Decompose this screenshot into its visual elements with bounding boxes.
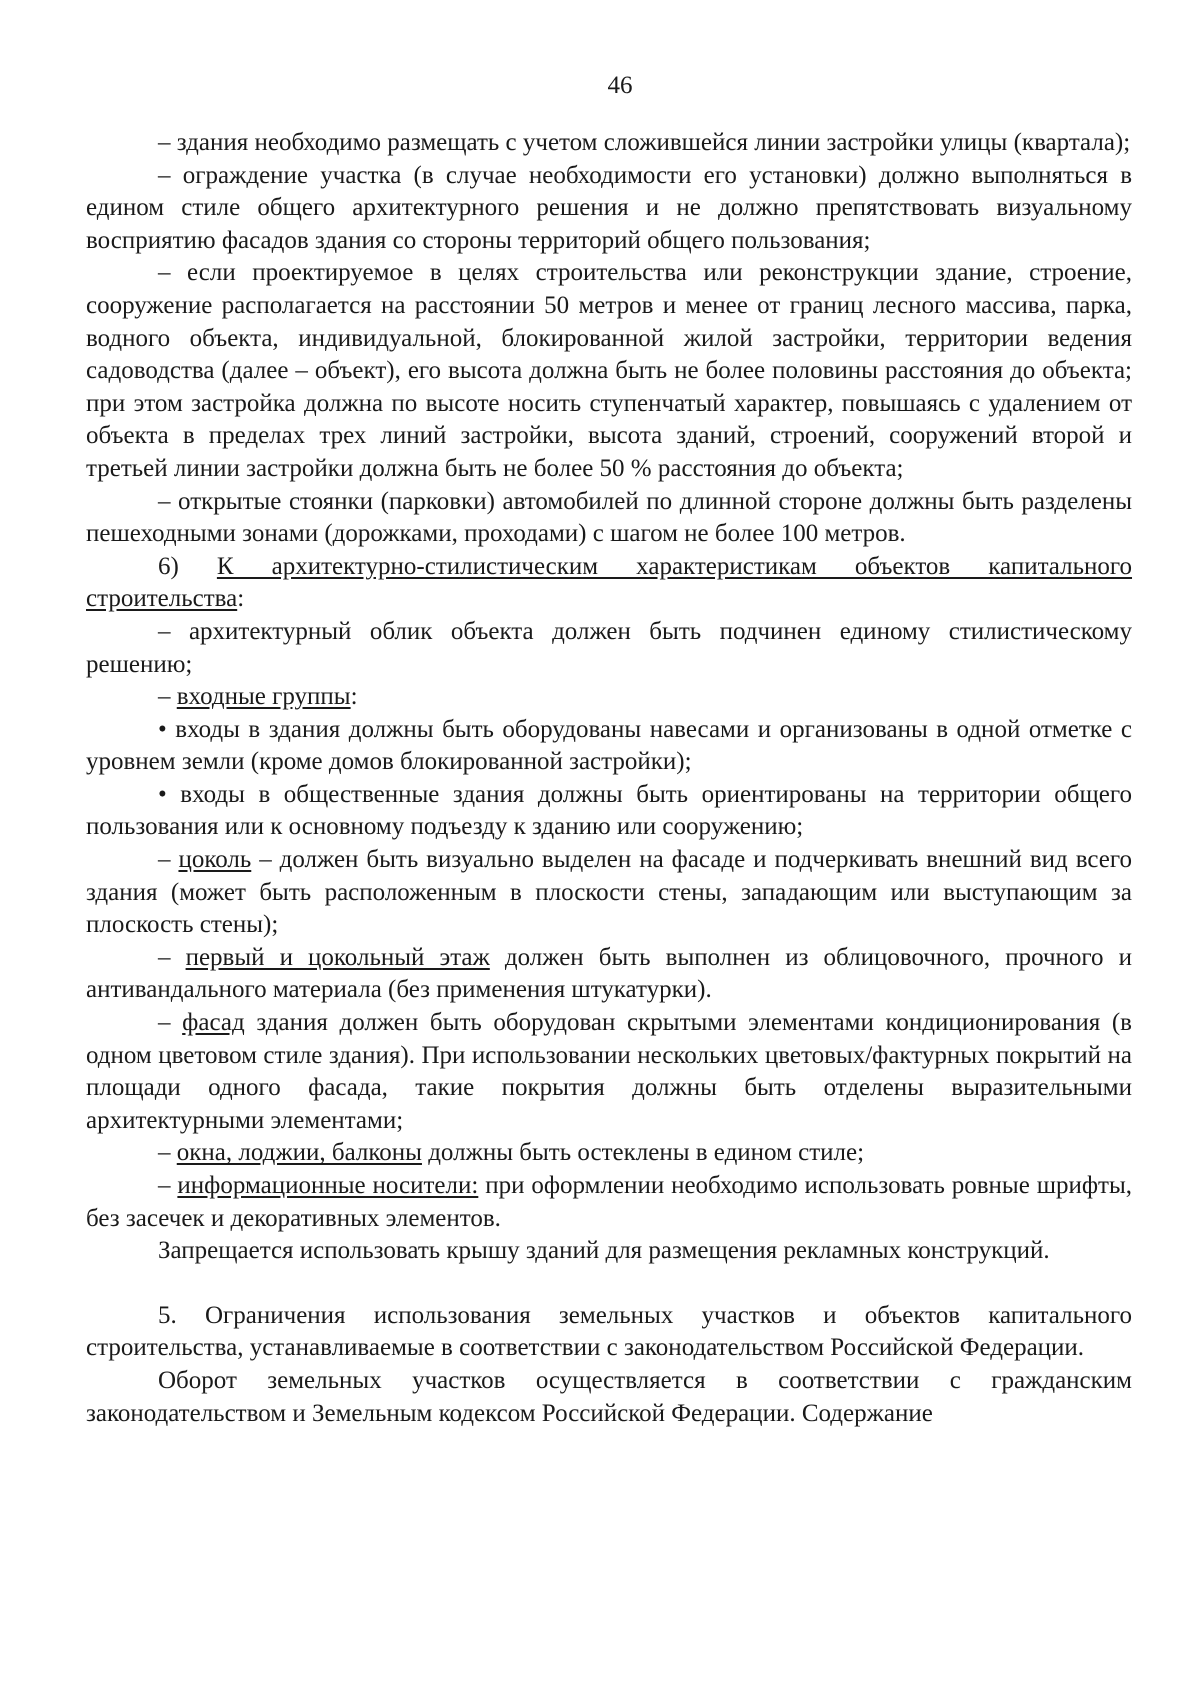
underlined-term: окна, лоджии, балконы bbox=[176, 1139, 422, 1167]
paragraph bbox=[86, 714, 1132, 779]
text-segment: – bbox=[158, 1139, 177, 1167]
paragraph bbox=[86, 681, 1132, 714]
text-segment: – ограждение участка (в случае необходимости его установки) должно выполняться в едином стиле общего архитектурного решения и не должно препятствовать визуальному восприятию фасадов здания со стороны территорий общего пользования; bbox=[86, 161, 1132, 254]
text-segment: – bbox=[158, 943, 186, 971]
paragraph bbox=[86, 1170, 1132, 1235]
paragraph bbox=[86, 551, 1132, 616]
paragraph bbox=[86, 160, 1132, 258]
text-segment: – bbox=[158, 1172, 178, 1199]
text-segment: • входы в общественные здания должны быть ориентированы на территории общего пользования или к основному подъезду к зданию или сооружению; bbox=[86, 780, 1132, 841]
text-segment: должны быть остеклены в едином стиле; bbox=[421, 1139, 865, 1167]
text-segment: при оформлении необходимо использовать ровные шрифты, без засечек и декоративных элементов. bbox=[86, 1172, 1132, 1232]
text-segment: – архитектурный облик объекта должен быть подчинен единому стилистическому решению; bbox=[86, 617, 1132, 678]
text-segment: – открытые стоянки (парковки) автомобилей по длинной стороне должны быть разделены пешеходными зонами (дорожками, проходами) с шагом не более 100 метров. bbox=[86, 487, 1132, 548]
paragraph bbox=[86, 127, 1132, 160]
paragraph bbox=[86, 257, 1132, 485]
text-segment: 5. Ограничения использования земельных участков и объектов капитального строительства, устанавливаемые в соответствии с законодательством Российской Федерации. bbox=[86, 1301, 1132, 1362]
paragraph bbox=[86, 616, 1132, 681]
paragraph bbox=[86, 942, 1132, 1007]
text-segment: 6) bbox=[158, 552, 217, 580]
paragraph bbox=[86, 844, 1132, 942]
document-body bbox=[86, 127, 1132, 1430]
text-segment: – должен быть визуально выделен на фасаде и подчеркивать внешний вид всего здания (может быть расположенным в плоскости стены, западающим или выступающим за плоскость стены); bbox=[86, 846, 1133, 939]
paragraph bbox=[86, 1235, 1132, 1268]
underlined-term: фасад bbox=[182, 1009, 245, 1037]
underlined-term: первый и цокольный этаж bbox=[185, 943, 490, 971]
text-segment: : bbox=[350, 683, 358, 711]
text-segment: : bbox=[237, 585, 245, 613]
text-segment: должен быть выполнен из облицовочного, прочного и антивандального материала (без применения штукатурки). bbox=[86, 943, 1132, 1004]
text-segment: – bbox=[158, 683, 177, 711]
underlined-term: К архитектурно-стилистическим характеристикам объектов капитального строительства bbox=[86, 552, 1133, 613]
paragraph bbox=[86, 1300, 1132, 1365]
paragraph bbox=[86, 779, 1132, 844]
underlined-term: цоколь bbox=[178, 846, 252, 874]
page-number: 46 bbox=[607, 72, 633, 99]
paragraph bbox=[86, 1365, 1132, 1430]
text-segment: • входы в здания должны быть оборудованы навесами и организованы в одной отметке с уровнем земли (кроме домов блокированной застройки); bbox=[86, 715, 1132, 776]
text-segment: здания должен быть оборудован скрытыми элементами кондиционирования (в одном цветовом стиле здания). При использовании нескольких цветовых/фактурных покрытий на площади одного фасада, такие покрытия должны быть отделены выразительными архитектурными элементами; bbox=[86, 1009, 1132, 1134]
paragraph bbox=[86, 486, 1132, 551]
paragraph bbox=[86, 1007, 1132, 1137]
text-segment: Оборот земельных участков осуществляется в соответствии с гражданским законодательством и Земельным кодексом Российской Федерации. Содержание bbox=[86, 1366, 1132, 1427]
underlined-term: информационные носители: bbox=[177, 1172, 479, 1199]
text-segment: – если проектируемое в целях строительства или реконструкции здание, строение, сооружение располагается на расстоянии 50 метров и менее от границ лесного массива, парка, водного объекта, индивидуальной, блокированной жилой застройки, территории ведения садоводства (далее – объект), его высота должна быть не более половины расстояния до объекта; при этом застройка должна по высоте носить ступенчатый характер, повышаясь с удалением от объекта в пределах трех линий застройки, высота зданий, строений, сооружений второй и третьей линии застройки должна быть не более 50 % расстояния до объекта; bbox=[86, 259, 1132, 482]
underlined-term: входные группы bbox=[176, 683, 351, 711]
text-segment: Запрещается использовать крышу зданий для размещения рекламных конструкций. bbox=[158, 1237, 1050, 1265]
paragraph bbox=[86, 1137, 1132, 1170]
text-segment: – bbox=[158, 1009, 183, 1037]
text-segment: – здания необходимо размещать с учетом сложившейся линии застройки улицы (квартала); bbox=[158, 129, 1131, 156]
text-segment: – bbox=[158, 846, 179, 874]
